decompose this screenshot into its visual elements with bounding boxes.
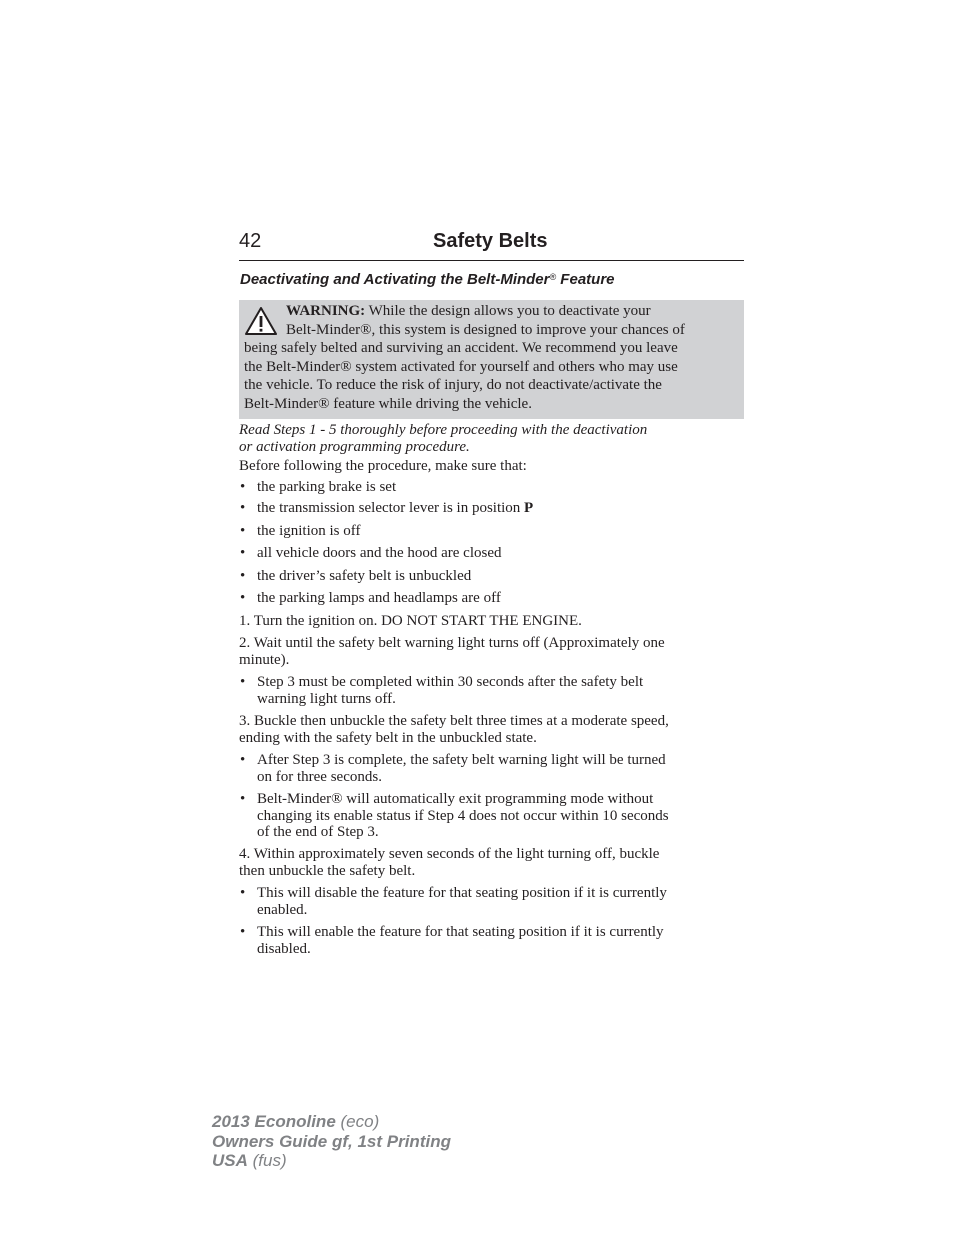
list-item-text: the parking brake is set xyxy=(257,479,397,495)
list-item-line: Step 3 must be completed within 30 seconds after the safety belt xyxy=(257,674,644,690)
section-heading-text: Deactivating and Activating the Belt-Minder xyxy=(240,271,550,288)
warning-line-6: Belt-Minder® feature while driving the vehicle. xyxy=(244,395,532,412)
step-2-line-1: 2. Wait until the safety belt warning light turns off (Approximately one xyxy=(239,635,665,651)
warning-line-1 xyxy=(244,302,738,321)
list-item-line: This will disable the feature for that seating position if it is currently xyxy=(257,885,667,901)
warning-line-3: being safely belted and surviving an accident. We recommend you leave xyxy=(244,340,678,357)
read-steps-line-2: or activation programming procedure. xyxy=(239,438,470,455)
step-3-line-2: ending with the safety belt in the unbuckled state. xyxy=(239,729,537,746)
warning-line-4: the Belt-Minder® system activated for yourself and others who may use xyxy=(244,358,678,375)
list-item-text: all vehicle doors and the hood are closed xyxy=(257,545,502,561)
step-2-line-2: minute). xyxy=(239,651,290,668)
list-item-text: the driver’s safety belt is unbuckled xyxy=(257,568,472,584)
warning-label: WARNING: xyxy=(286,303,366,319)
list-item-line: Belt-Minder® will automatically exit programming mode without xyxy=(257,791,654,807)
warning-text xyxy=(244,302,738,414)
list-item-text xyxy=(257,674,744,707)
list-item-text xyxy=(257,924,744,957)
read-steps-line-1: Read Steps 1 - 5 thoroughly before proceeding with the deactivation xyxy=(239,422,648,438)
step-3-line-1: 3. Buckle then unbuckle the safety belt three times at a moderate speed, xyxy=(239,713,669,729)
bullet-dot: • xyxy=(240,523,246,539)
bullet-dot: • xyxy=(240,924,246,940)
registered-mark: ® xyxy=(549,272,557,282)
warning-line-5: the vehicle. To reduce the risk of injury, do not deactivate/activate the xyxy=(244,377,662,394)
list-item-line: After Step 3 is complete, the safety belt warning light will be turned xyxy=(257,752,666,768)
bullet-dot: • xyxy=(240,674,246,690)
section-heading xyxy=(240,268,745,289)
bullet-dot: • xyxy=(240,590,246,606)
step-2 xyxy=(239,635,744,668)
step-4 xyxy=(239,846,744,879)
bullet-dot: • xyxy=(240,885,246,901)
list-item-text xyxy=(257,500,744,517)
list-item-line: disabled. xyxy=(257,940,311,957)
page-header xyxy=(239,229,744,261)
position-letter: P xyxy=(524,500,534,516)
list-item-text xyxy=(257,885,744,918)
bullet-dot: • xyxy=(240,752,246,768)
footer xyxy=(212,1112,451,1171)
step-4-line-2: then unbuckle the safety belt. xyxy=(239,862,416,879)
page-title: Safety Belts xyxy=(433,230,548,252)
warning-box xyxy=(239,300,744,419)
page-number: 42 xyxy=(239,230,262,252)
step-3 xyxy=(239,713,744,746)
section-heading-end: Feature xyxy=(556,271,615,288)
list-item-text xyxy=(257,791,744,841)
list-item-line: enabled. xyxy=(257,901,308,918)
list-item-text: the ignition is off xyxy=(257,523,361,539)
list-item-line: warning light turns off. xyxy=(257,690,396,707)
bullet-dot: • xyxy=(240,791,246,807)
bullet-dot: • xyxy=(240,500,246,516)
list-item-text-part: the transmission selector lever is in position xyxy=(257,500,525,516)
footer-line-2: Owners Guide gf, 1st Printing xyxy=(212,1131,451,1151)
step-4-line-1: 4. Within approximately seven seconds of the light turning off, buckle xyxy=(239,846,660,862)
bullet-dot: • xyxy=(240,545,246,561)
footer-model: 2013 Econoline xyxy=(212,1112,336,1131)
bullet-dot: • xyxy=(240,568,246,584)
list-item-line: of the end of Step 3. xyxy=(257,824,379,840)
bullet-dot: • xyxy=(240,479,246,495)
before-procedure: Before following the procedure, make sure that: xyxy=(239,458,527,474)
footer-region-code: (fus) xyxy=(247,1151,287,1170)
footer-model-code: (eco) xyxy=(335,1112,380,1131)
warning-line-2: Belt-Minder®, this system is designed to improve your chances of xyxy=(286,321,685,338)
list-item-text: the parking lamps and headlamps are off xyxy=(257,590,501,606)
read-steps-note xyxy=(239,422,744,455)
step-1: 1. Turn the ignition on. DO NOT START THE ENGINE. xyxy=(239,613,582,629)
footer-region: USA xyxy=(212,1151,248,1170)
footer-line-1 xyxy=(212,1112,451,1132)
list-item-text xyxy=(257,752,744,785)
list-item-line: This will enable the feature for that seating position if it is currently xyxy=(257,924,664,940)
footer-line-3 xyxy=(212,1151,451,1171)
list-item-line: changing its enable status if Step 4 does not occur within 10 seconds xyxy=(257,807,669,824)
list-item-line: on for three seconds. xyxy=(257,768,382,785)
warning-line-1-text: While the design allows you to deactivate your xyxy=(365,303,651,319)
